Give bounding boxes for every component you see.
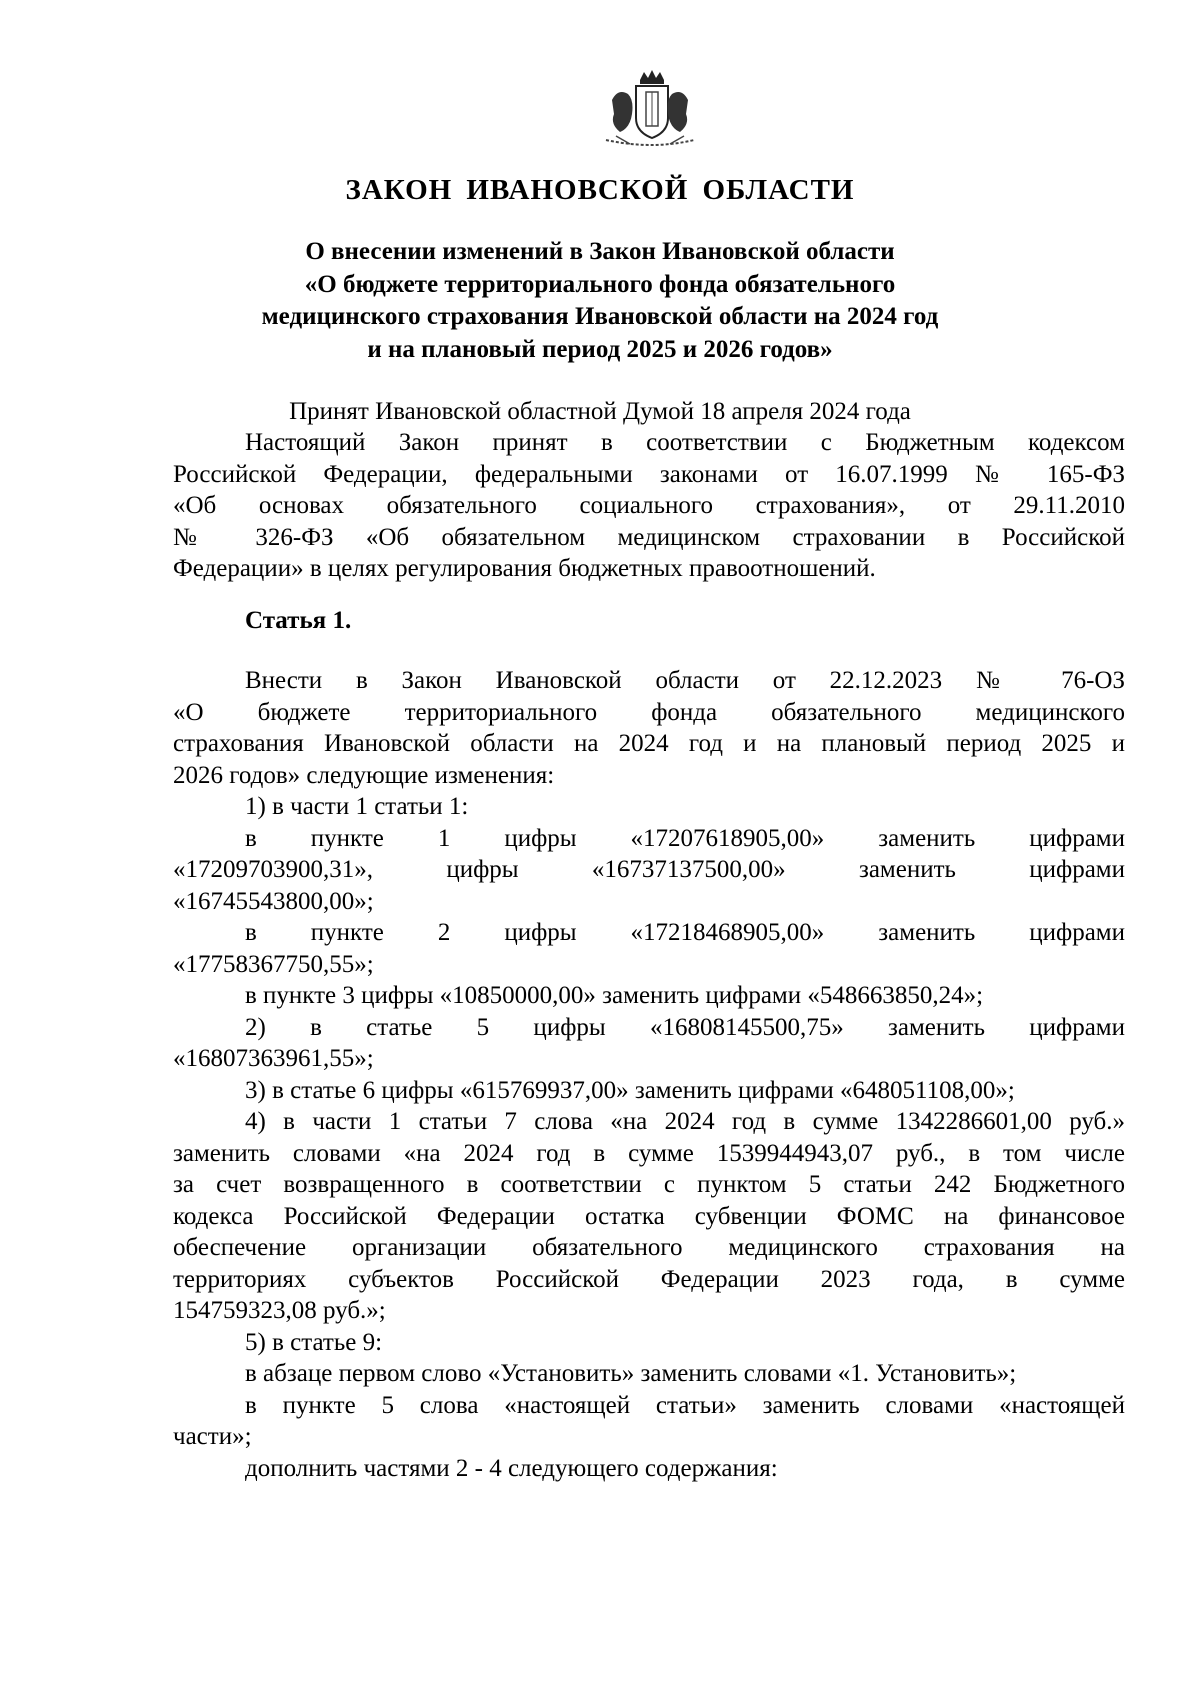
coat-of-arms-icon	[602, 70, 698, 150]
text-line: Настоящий Закон принят в соответствии с Бюджетным кодексом	[245, 429, 1125, 456]
text-line: «16745543800,00»;	[173, 887, 374, 915]
text-line: Федерации» в целях регулирования бюджетных правоотношений.	[173, 555, 876, 582]
text-line: «17209703900,31», цифры «16737137500,00» заменить цифрами	[173, 856, 1125, 883]
preamble	[173, 427, 1125, 585]
text-line: «О бюджете территориального фонда обязательного медицинского	[173, 698, 1125, 726]
text-line: в пункте 1 цифры «17207618905,00» заменить цифрами	[245, 824, 1125, 852]
text-line: в пункте 2 цифры «17218468905,00» заменить цифрами	[245, 919, 1125, 946]
text-line: 154759323,08 руб.»;	[173, 1297, 386, 1324]
adoption-note: Принят Ивановской областной Думой 18 апреля 2024 года	[289, 398, 911, 425]
text-line: в абзаце первом слово «Установить» заменить словами «1. Установить»;	[245, 1360, 1017, 1387]
text-line: 3) в статье 6 цифры «615769937,00» заменить цифрами «648051108,00»;	[245, 1076, 1015, 1104]
document-subtitle	[175, 236, 1025, 366]
text-line: в пункте 3 цифры «10850000,00» заменить цифрами «548663850,24»;	[245, 982, 984, 1009]
text-line: кодекса Российской Федерации остатка субвенции ФОМС на финансовое	[173, 1202, 1125, 1230]
text-line: обеспечение организации обязательного медицинского страхования на	[173, 1234, 1125, 1261]
text-line: территориях субъектов Российской Федерации 2023 года, в сумме	[173, 1265, 1125, 1293]
text-line: за счет возвращенного в соответствии с пунктом 5 статьи 242 Бюджетного	[173, 1171, 1125, 1198]
subtitle-line: «О бюджете территориального фонда обязательного	[304, 270, 896, 298]
text-line: Внести в Закон Ивановской области от 22.12.2023 № 76-ОЗ	[245, 667, 1125, 694]
document-title: ЗАКОН ИВАНОВСКОЙ ОБЛАСТИ	[345, 174, 855, 206]
text-line: дополнить частями 2 - 4 следующего содержания:	[245, 1454, 778, 1482]
text-line: 4) в части 1 статьи 7 слова «на 2024 год в сумме 1342286601,00 руб.»	[245, 1108, 1125, 1135]
text-line: «Об основах обязательного социального страхования», от 29.11.2010	[173, 492, 1125, 519]
text-line: 5) в статье 9:	[245, 1328, 383, 1356]
text-line: части»;	[173, 1423, 252, 1450]
text-line: «17758367750,55»;	[173, 950, 374, 978]
text-line: № 326-ФЗ «Об обязательном медицинском страховании в Российской	[173, 523, 1125, 551]
text-line: в пункте 5 слова «настоящей статьи» заменить словами «настоящей	[245, 1391, 1125, 1419]
article-heading: Статья 1.	[245, 607, 352, 634]
subtitle-line: и на плановый период 2025 и 2026 годов»	[367, 335, 833, 363]
text-line: заменить словами «на 2024 год в сумме 1539944943,07 руб., в том числе	[173, 1139, 1125, 1167]
text-line: страхования Ивановской области на 2024 год и на плановый период 2025 и	[173, 730, 1125, 757]
subtitle-line: медицинского страхования Ивановской области на 2024 год	[261, 303, 939, 330]
text-line: 2026 годов» следующие изменения:	[173, 761, 555, 789]
text-line: 2) в статье 5 цифры «16808145500,75» заменить цифрами	[245, 1013, 1125, 1041]
subtitle-line: О внесении изменений в Закон Ивановской области	[305, 238, 895, 265]
text-line: 1) в части 1 статьи 1:	[245, 793, 469, 820]
text-line: «16807363961,55»;	[173, 1045, 374, 1072]
article-body	[173, 665, 1125, 1484]
text-line: Российской Федерации, федеральными законами от 16.07.1999 № 165-ФЗ	[173, 460, 1125, 488]
